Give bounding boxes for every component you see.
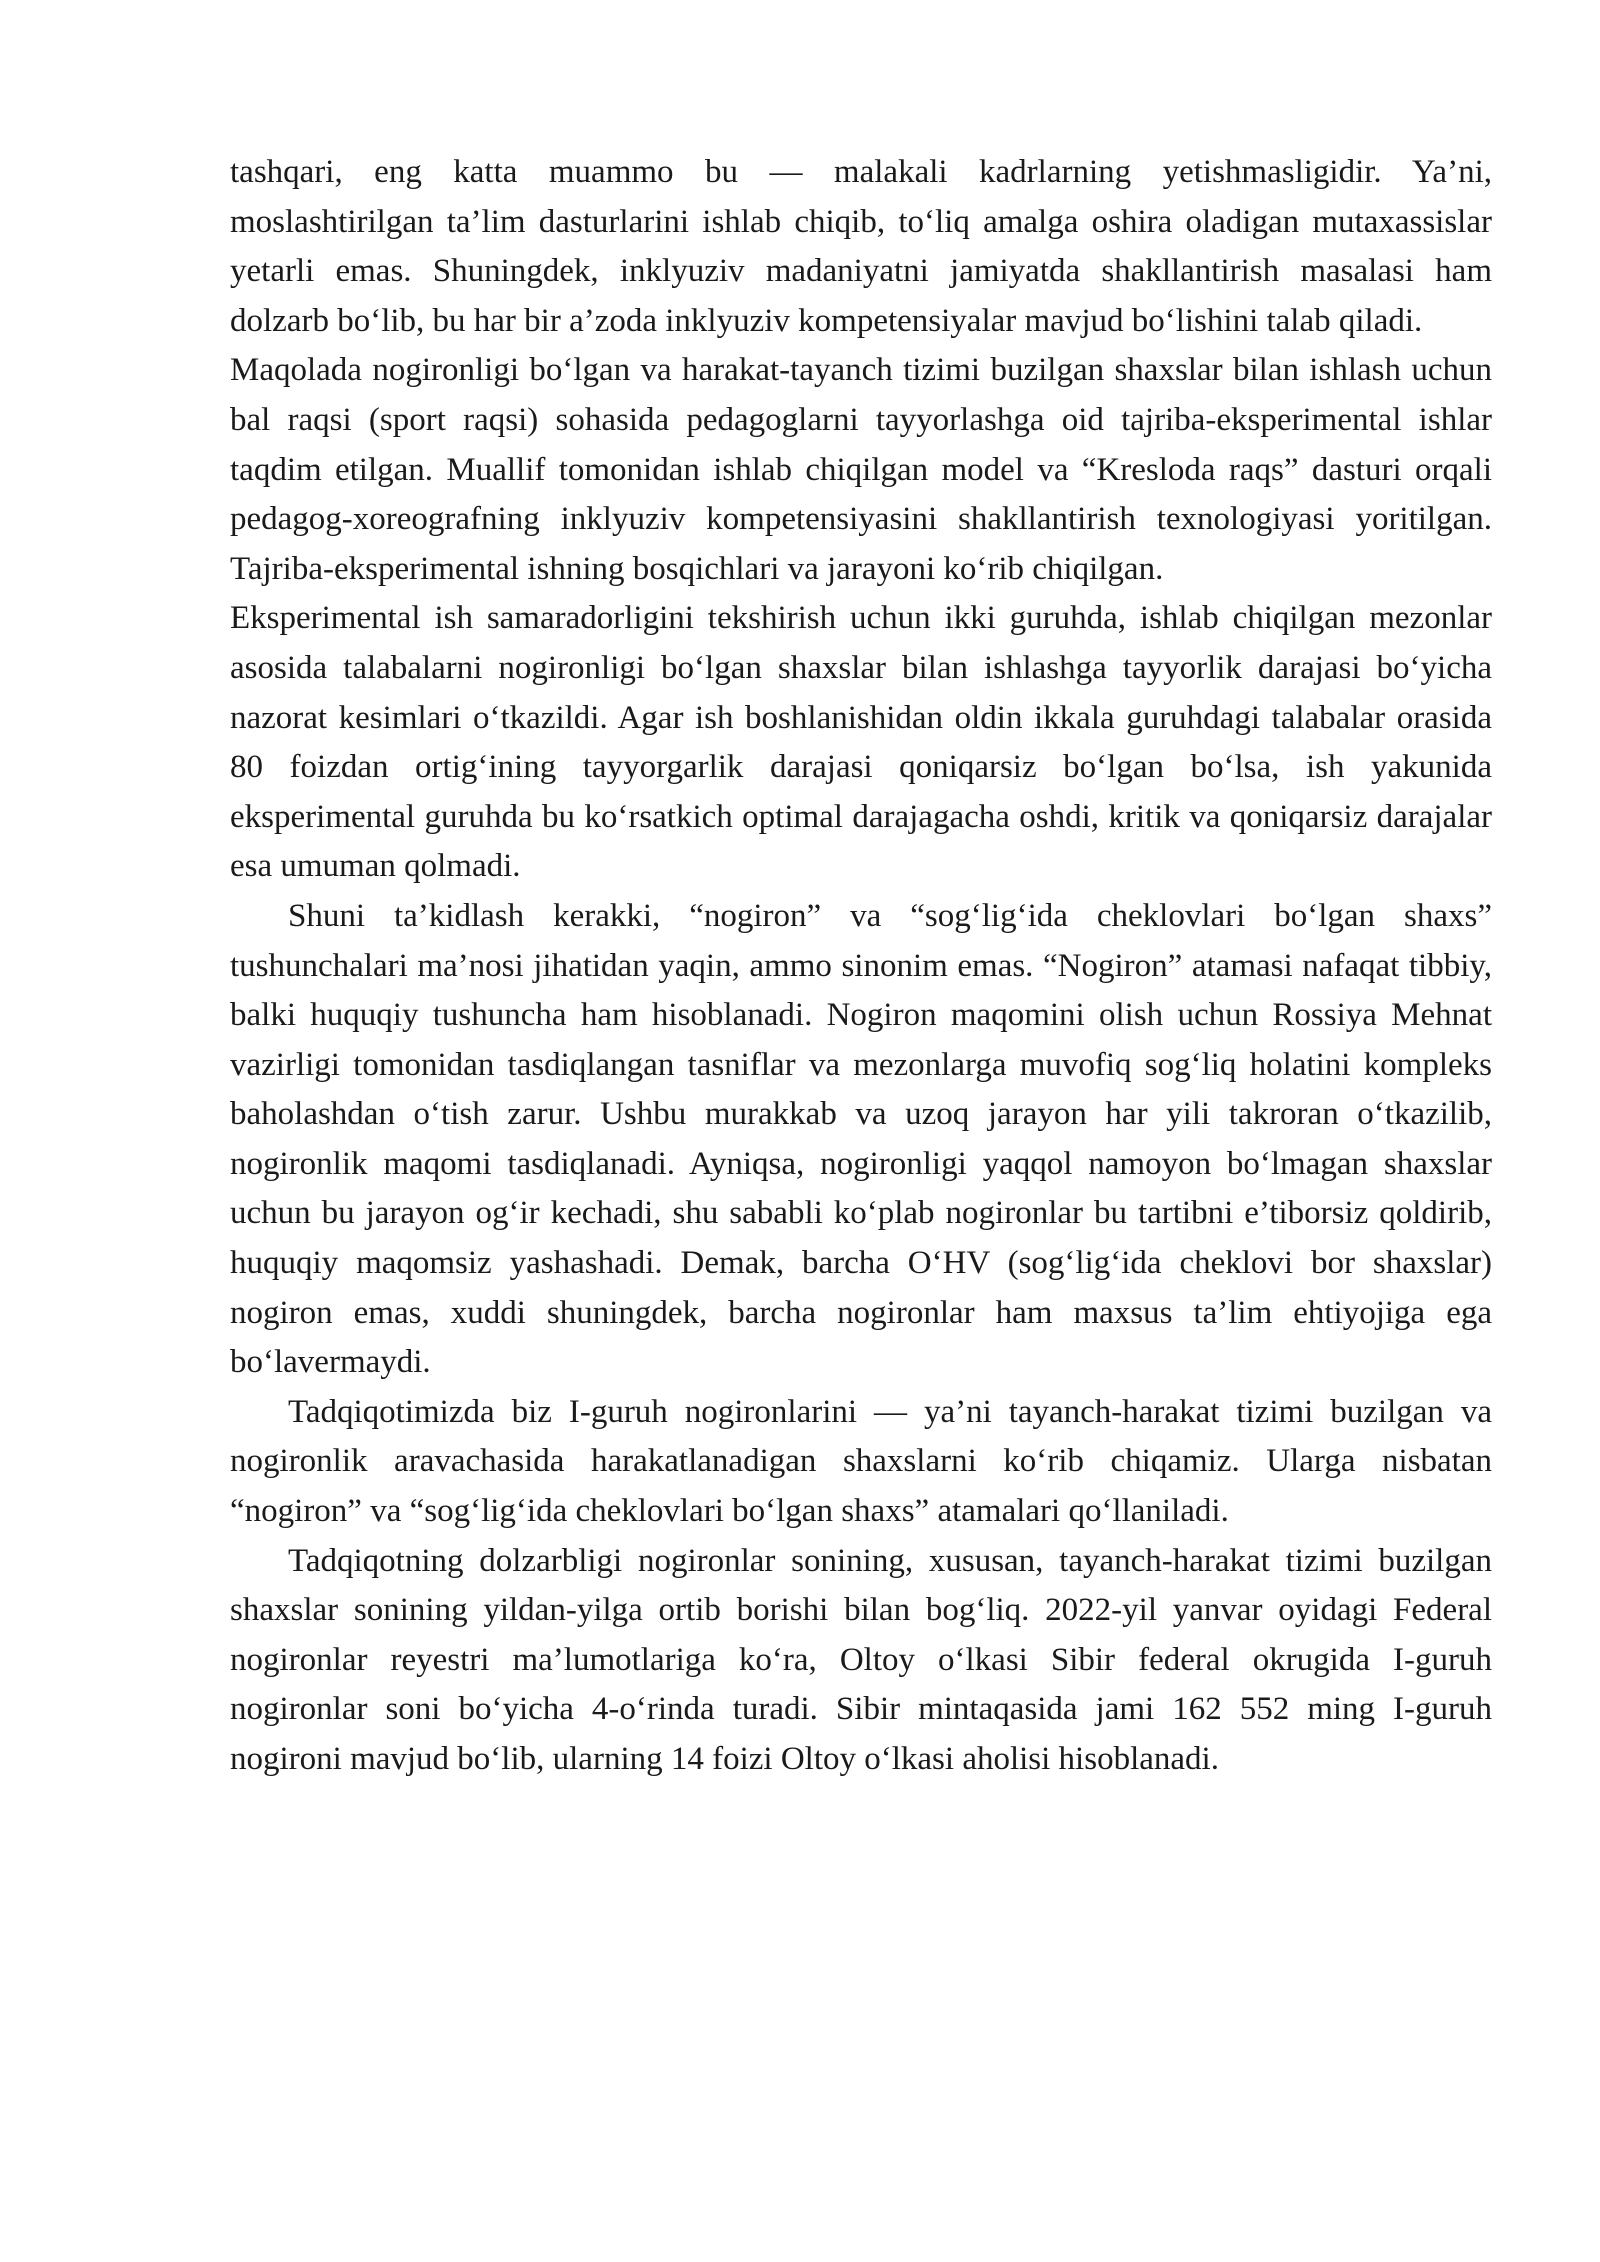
paragraph-4: Shuni ta’kidlash kerakki, “nogiron” va “sog‘lig‘ida cheklovlari bo‘lgan shaxs” tushunchalari ma’nosi jihatidan yaqin, ammo sinonim emas. “Nogiron” atamasi nafaqat tibbiy, balki huquqiy tushuncha ham hisoblanadi. Nogiron maqomini olish uchun Rossiya Mehnat vazirligi tomonidan tasdiqlangan tasniflar va mezonlarga muvofiq sog‘liq holatini kompleks baholashdan o‘tish zarur. Ushbu murakkab va uzoq jarayon har yili takroran o‘tkazilib, nogironlik maqomi tasdiqlanadi. Ayniqsa, nogironligi yaqqol namoyon bo‘lmagan shaxslar uchun bu jarayon og‘ir kechadi, shu sababli ko‘plab nogironlar bu tartibni e’tiborsiz qoldirib, huquqiy maqomsiz yashashadi. Demak, barcha O‘HV (sog‘lig‘ida cheklovi bor shaxslar) nogiron emas, xuddi shuningdek, barcha nogironlar ham maxsus ta’lim ehtiyojiga ega bo‘lavermaydi.: [230, 897, 1492, 1381]
document-page: [230, 148, 1492, 1785]
paragraph-1: tashqari, eng katta muammo bu — malakali kadrlarning yetishmasligidir. Ya’ni, moslashtirilgan ta’lim dasturlarini ishlab chiqib, to‘liq amalga oshira oladigan mutaxassislar yetarli emas. Shuningdek, inklyuziv madaniyatni jamiyatda shakllantirish masalasi ham dolzarb bo‘lib, bu har bir a’zoda inklyuziv kompetensiyalar mavjud bo‘lishini talab qiladi.: [230, 154, 1492, 339]
paragraph-3: Eksperimental ish samaradorligini tekshirish uchun ikki guruhda, ishlab chiqilgan mezonlar asosida talabalarni nogironligi bo‘lgan shaxslar bilan ishlashga tayyorlik darajasi bo‘yicha nazorat kesimlari o‘tkazildi. Agar ish boshlanishidan oldin ikkala guruhdagi talabalar orasida 80 foizdan ortig‘ining tayyorgarlik darajasi qoniqarsiz bo‘lgan bo‘lsa, ish yakunida eksperimental guruhda bu ko‘rsatkich optimal darajagacha oshdi, kritik va qoniqarsiz darajalar esa umuman qolmadi.: [230, 600, 1492, 885]
paragraph-5: Tadqiqotimizda biz I-guruh nogironlarini — ya’ni tayanch-harakat tizimi buzilgan va nogironlik aravachasida harakatlanadigan shaxslarni ko‘rib chiqamiz. Ularga nisbatan “nogiron” va “sog‘lig‘ida cheklovlari bo‘lgan shaxs” atamalari qo‘llaniladi.: [230, 1393, 1492, 1530]
paragraph-2: Maqolada nogironligi bo‘lgan va harakat-tayanch tizimi buzilgan shaxslar bilan ishlash uchun bal raqsi (sport raqsi) sohasida pedagoglarni tayyorlashga oid tajriba-eksperimental ishlar taqdim etilgan. Muallif tomonidan ishlab chiqilgan model va “Kresloda raqs” dasturi orqali pedagog-xoreografning inklyuziv kompetensiyasini shakllantirish texnologiyasi yoritilgan. Tajriba-eksperimental ishning bosqichlari va jarayoni ko‘rib chiqilgan.: [230, 352, 1492, 587]
paragraph-6: Tadqiqotning dolzarbligi nogironlar sonining, xususan, tayanch-harakat tizimi buzilgan shaxslar sonining yildan-yilga ortib borishi bilan bog‘liq. 2022-yil yanvar oyidagi Federal nogironlar reyestri ma’lumotlariga ko‘ra, Oltoy o‘lkasi Sibir federal okrugida I-guruh nogironlar soni bo‘yicha 4-o‘rinda turadi. Sibir mintaqasida jami 162 552 ming I-guruh nogironi mavjud bo‘lib, ularning 14 foizi Oltoy o‘lkasi aholisi hisoblanadi.: [230, 1542, 1492, 1777]
